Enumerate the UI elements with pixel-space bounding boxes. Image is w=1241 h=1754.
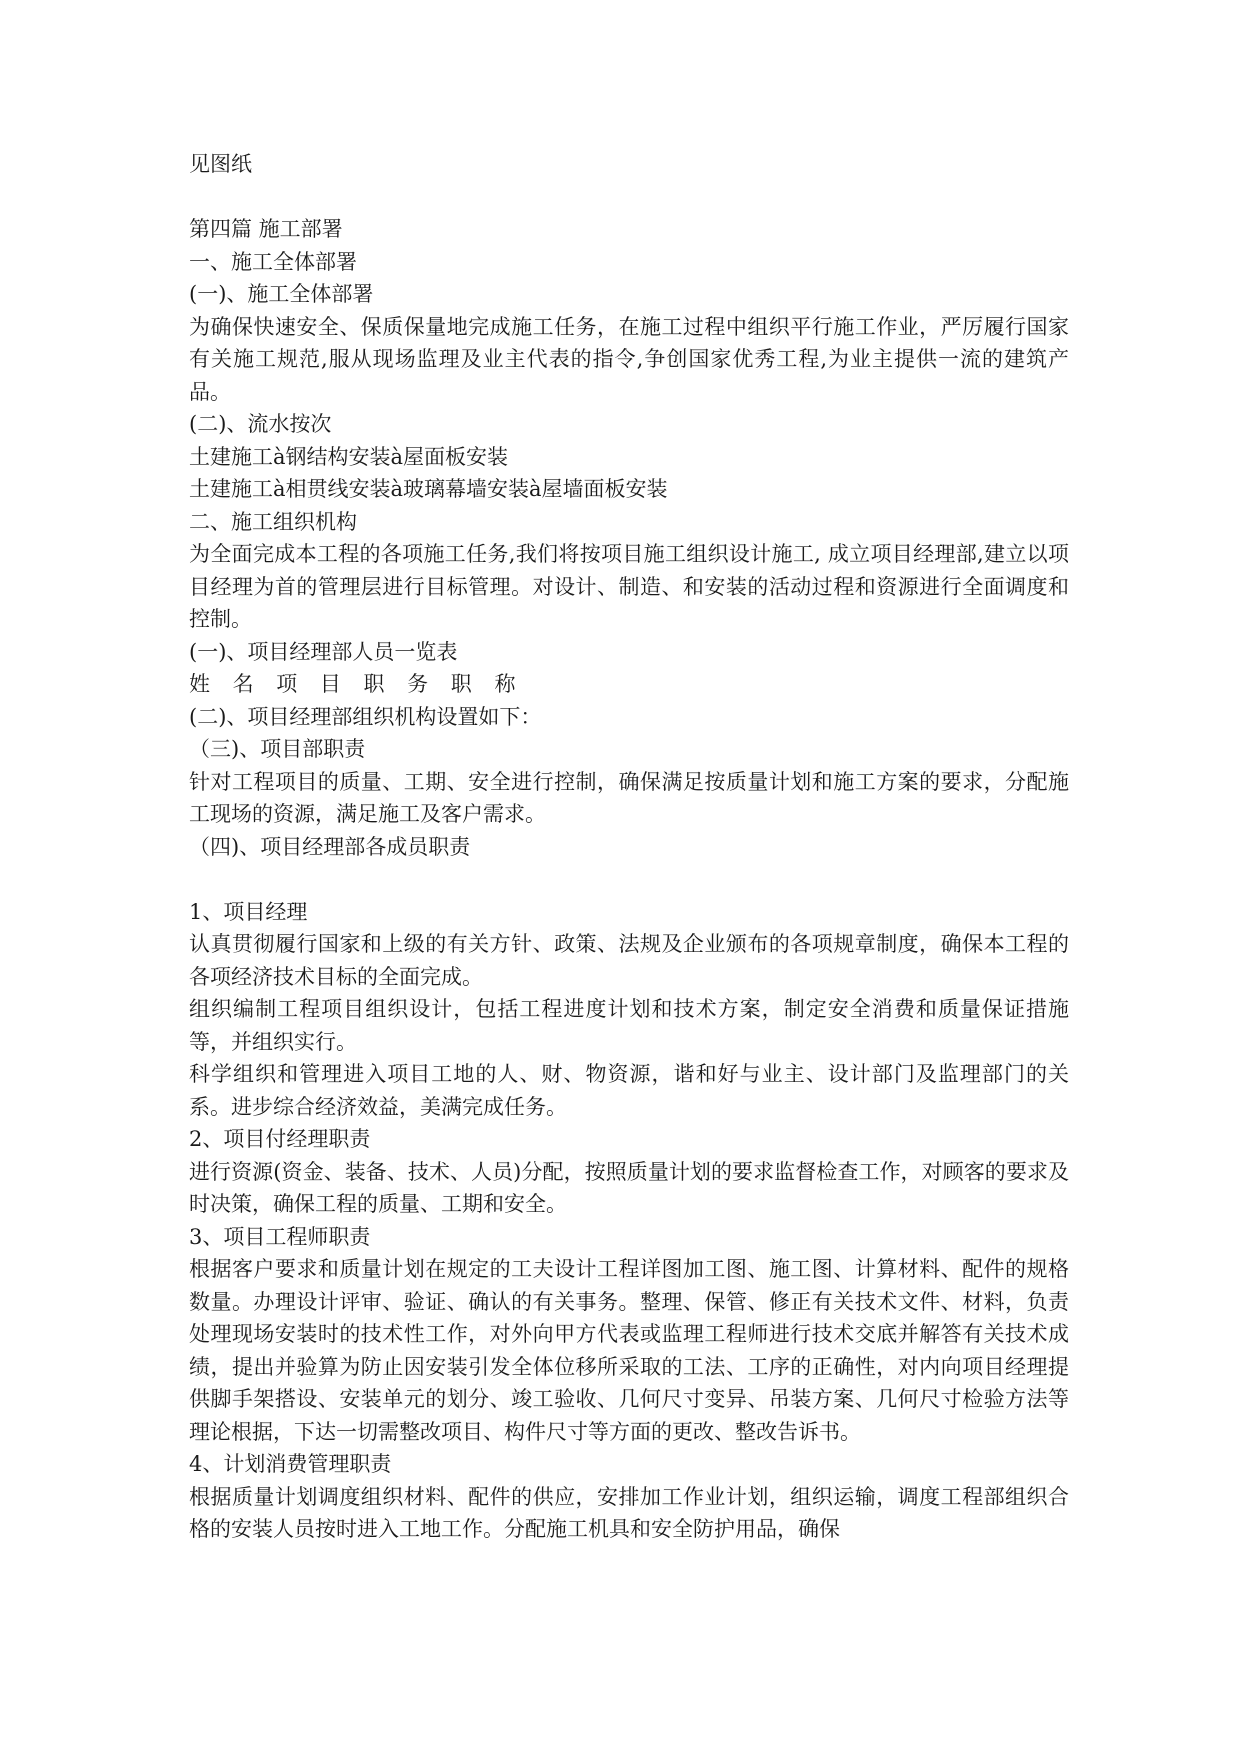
body-paragraph: 进行资源(资金、装备、技术、人员)分配，按照质量计划的要求监督检查工作，对顾客的要求及时决策，确保工程的质量、工期和安全。 (189, 1159, 1069, 1216)
subsection-heading: （四)、项目经理部各成员职责 (189, 834, 471, 859)
body-paragraph: 根据客户要求和质量计划在规定的工夫设计工程详图加工图、施工图、计算材料、配件的规格数量。办理设计评审、验证、确认的有关事务。整理、保管、修正有关技术文件、材料，负责处理现场安装时的技术性工作，对外向甲方代表或监理工程师进行技术交底并解答有关技术成绩，提出并验算为防止因安装引发全体位移所采取的工法、工序的正确性，对内向项目经理提供脚手架搭设、安装单元的划分、竣工验收、几何尺寸变异、吊装方案、几何尺寸检验方法等理论根据，下达一切需整改项目、构件尺寸等方面的更改、整改告诉书。 (189, 1257, 1069, 1444)
role-heading: 2、项目付经理职责 (189, 1127, 371, 1151)
blank-line (189, 863, 1069, 896)
role-heading: 4、计划消费管理职责 (189, 1452, 392, 1476)
subsection-heading: (一)、施工全体部署 (189, 282, 374, 306)
subsection-heading: （三)、项目部职责 (189, 737, 366, 761)
subsection-heading: (一)、项目经理部人员一览表 (189, 639, 458, 664)
body-paragraph: 为全面完成本工程的各项施工任务,我们将按项目施工组织设计施工, 成立项目经理部,建立以项目经理为首的管理层进行目标管理。对设计、制造、和安装的活动过程和资源进行全面调度和控制。 (189, 542, 1069, 631)
body-paragraph: 针对工程项目的质量、工期、安全进行控制，确保满足按质量计划和施工方案的要求，分配施工现场的资源，满足施工及客户需求。 (189, 769, 1069, 826)
staff-table-header: 姓 名 项 目 职 务 职 称 (189, 672, 524, 696)
section-heading: 一、施工全体部署 (189, 249, 357, 274)
body-paragraph: 组织编制工程项目组织设计，包括工程进度计划和技术方案，制定安全消费和质量保证措施等，并组织实行。 (189, 997, 1069, 1054)
workflow-line: 土建施工à相贯线安装à玻璃幕墙安装à屋墙面板安装 (189, 477, 668, 501)
see-drawing-note: 见图纸 (189, 152, 252, 176)
subsection-heading: (二)、项目经理部组织机构设置如下： (189, 704, 542, 729)
role-heading: 3、项目工程师职责 (189, 1224, 371, 1249)
body-paragraph: 认真贯彻履行国家和上级的有关方针、政策、法规及企业颁布的各项规章制度，确保本工程的各项经济技术目标的全面完成。 (189, 932, 1069, 989)
chapter-title: 第四篇 施工部署 (189, 217, 343, 241)
blank-line (189, 181, 1069, 214)
body-paragraph: 科学组织和管理进入项目工地的人、财、物资源，谐和好与业主、设计部门及监理部门的关系。进步综合经济效益，美满完成任务。 (189, 1062, 1069, 1119)
section-heading: 二、施工组织机构 (189, 509, 357, 534)
role-heading: 1、项目经理 (189, 899, 308, 924)
workflow-line: 土建施工à钢结构安装à屋面板安装 (189, 444, 509, 469)
body-paragraph: 为确保快速安全、保质保量地完成施工任务，在施工过程中组织平行施工作业，严厉履行国家有关施工规范,服从现场监理及业主代表的指令,争创国家优秀工程,为业主提供一流的建筑产品。 (189, 314, 1069, 404)
subsection-heading: (二)、流水按次 (189, 412, 332, 436)
document-page (189, 148, 1069, 1546)
body-paragraph: 根据质量计划调度组织材料、配件的供应，安排加工作业计划，组织运输，调度工程部组织合格的安装人员按时进入工地工作。分配施工机具和安全防护用品，确保 (189, 1484, 1069, 1541)
